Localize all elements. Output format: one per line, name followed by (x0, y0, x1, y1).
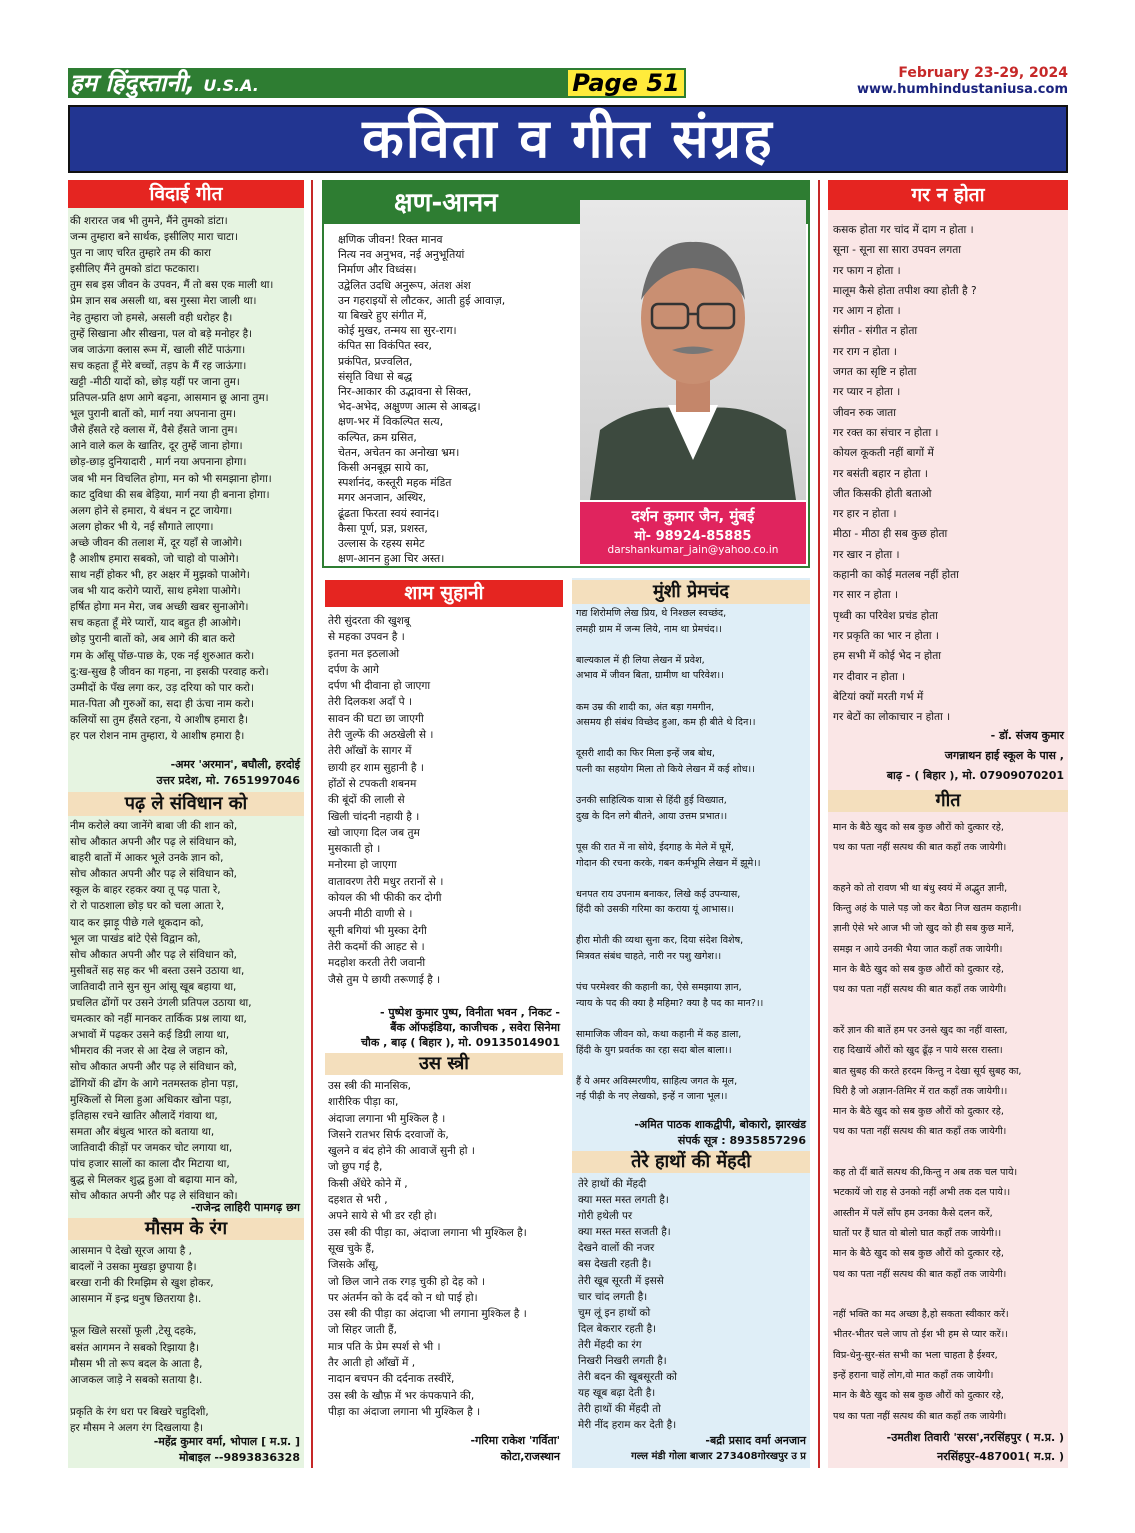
poem-line: कहने को तो रावण भी था बंधु स्वयं में अद्भुत ज्ञानी, (833, 882, 1008, 894)
poem-line: गद्य शिरोमणि लेख प्रिय, थे निश्छल स्वच्छंद, (576, 608, 727, 619)
poem-line: जीवन रुक जाता (833, 406, 896, 419)
poem-line: करें ज्ञान की बातें हम पर उनसे खुद का नहीं वास्ता, (833, 1024, 1008, 1036)
poem-line: गोदान की रचना करके, गबन कर्मभूमि लेखन में झूमे।। (576, 857, 761, 869)
poem-line: मदहोश करती तेरी जवानी (328, 957, 426, 970)
poem-line: जब जाऊंगा क्लास रूम में, खाली सीटें पाऊंगा। (70, 343, 246, 356)
poem-line: भूल पुरानी बातों को, मार्ग नया अपनाना तुम। (70, 408, 237, 421)
poem-author-mausam: -महेंद्र कुमार वर्मा, भोपाल [ म.प्र. ] (153, 1435, 300, 1448)
poem-author-shaam-2: बैंक ऑफइंडिया, काजीचक , सवेरा सिनेमा (390, 1021, 560, 1034)
poem-title-samvidhan: पढ़ ले संविधान को (68, 792, 304, 816)
poem-line: भीतर-भीतर चले जाप तो ईश भी हम से प्यार करें।। (833, 1329, 1008, 1341)
poem-line: उल्लास के रहस्य समेट (338, 537, 425, 551)
poem-line: हर्षित होगा मन मेरा, जब अच्छी खबर सुनाओगे। (70, 601, 249, 614)
poem-line: राह दिखायें औरों को खुद ढूँढ़ न पाये सरस रास्ता। (833, 1045, 1003, 1057)
poem-line: इन्हें हराना चाहें लोग,वो मात कहाँ तक जायेगी। (833, 1370, 994, 1382)
poem-line: कहानी का कोई मतलब नहीं होता (833, 569, 959, 582)
poem-line: कम उम्र की शादी का, अंत बड़ा गमगीन, (576, 701, 715, 713)
column-divider (311, 180, 313, 1468)
poem-line: जातिवादी कीड़ों पर जमकर चोट लगाया था, (70, 1141, 233, 1154)
poem-line: ज्ञानी ऐसे भरे आज भी जो खुद को ही सब कुछ मानें, (833, 923, 1015, 935)
poem-line: फूल खिले सरसों फूली ,टेसू दहके, (70, 1325, 197, 1338)
poem-line: सूनी बगियां भी मुस्का देगी (328, 924, 427, 937)
poem-line: आने वाले कल के खातिर, दूर तुम्हें जाना होगा। (70, 440, 243, 453)
poem-line: उस स्त्री की पीड़ा का अंदाजा भी लगाना मुश्किल है । (328, 1308, 527, 1321)
poem-line: अलग होकर भी ये, नई सौगाते लाएगा। (70, 520, 214, 533)
poem-line: तेरी हाथों की मेंहदी तो (578, 1403, 661, 1416)
poem-author-mehndi: -बद्री प्रसाद वर्मा अनजान (705, 1434, 806, 1447)
poem-line: जब भी मन विचलित होगा, मन को भी समझाना होगा। (70, 472, 272, 485)
poem-line: सूना - सूना सा सारा उपवन लगता (833, 244, 962, 257)
poem-line: कोयल की भी फीकी कर दोगी (328, 892, 442, 905)
publication-name: हम हिंदुस्तानी, U.S.A. (70, 69, 259, 97)
poem-line: की बूंदों की लाली से (328, 794, 405, 807)
poem-line: क्या मस्त मस्त सजती है। (578, 1226, 671, 1239)
poem-line: प्रकंपित, प्रज्वलित, (338, 354, 413, 368)
poem-line: तेरी खूब सूरती में इससे (578, 1274, 664, 1287)
poem-line: आसमान पे देखो सूरज आया है , (70, 1245, 192, 1257)
poem-line: गर बसंती बहार न होता । (833, 467, 928, 480)
poem-line: बाल्यकाल में ही लिया लेखन में प्रवेश, (576, 654, 705, 666)
poem-line: अलग होने से हमारा, ये बंधन न टूट जायेगा। (70, 504, 233, 517)
poem-line: घिरी है जो अज्ञान-तिमिर में रात कहाँ तक जायेगी।। (833, 1085, 1008, 1097)
poem-line: अंदाजा लगाना भी मुश्किल है । (328, 1112, 446, 1125)
website-link[interactable]: www.humhindustaniusa.com (856, 82, 1068, 97)
poem-line: भटकायें जो राह से उनको नहीं अभी तक दल पाये।। (833, 1187, 1011, 1199)
poem-line: होंठों से टपकती शबनम (328, 777, 417, 790)
page-banner-title: कविता व गीत संग्रह (68, 105, 1068, 173)
poem-line: तेरी मेंहदी का रंग (578, 1338, 642, 1351)
poem-line: मुसकाती हो । (328, 843, 381, 856)
poem-line: हिंदी को उसकी गरिमा का कराया यूं आभास।। (576, 904, 735, 916)
poem-line: नित्य नव अनुभव, नई अनुभूतियां (338, 248, 465, 262)
poem-line: बात सुबह की करते हरदम किन्तु न देखा सूर्य सुबह का, (833, 1065, 1022, 1077)
poem-line: जब भी याद करोगे प्यारों, साथ हमेशा पाओगे। (70, 585, 241, 598)
poem-line: नादान बचपन की दर्दनाक तस्वीरें, (328, 1373, 455, 1386)
poem-body-premchand (576, 606, 809, 1105)
poem-line: बेटियां क्यों मरती गर्भ में (833, 690, 924, 703)
poem-line: काट दुविधा की सब बेड़िया, मार्ग नया ही बनाना होगा। (70, 488, 270, 501)
poem-line: तुम्हें सिखाना और सीखना, पल वो बड़े मनोहर है। (70, 327, 253, 340)
poem-line: जगत का सृष्टि न होता (833, 366, 917, 379)
poem-line: पर अंतर्मन को के दर्द को न धो पाई हो। (328, 1291, 478, 1304)
poem-line: कल्पित, क्रम ग्रसित, (338, 430, 417, 444)
poem-line: है आशीष हमारा सबको, जो चाहो वो पाओगे। (70, 552, 239, 565)
poem-line: गर प्यार न होता । (833, 386, 901, 399)
poem-author-premchand: -अमित पाठक शाकद्वीपी, बोकारो, झारखंड (634, 1118, 806, 1131)
poem-title-kshan: क्षण-आनन (324, 182, 808, 224)
poem-body-mehndi (578, 1176, 808, 1434)
poem-line (576, 824, 809, 840)
poem-title-vidai: विदाई गीत (68, 180, 304, 208)
poem-line: मान के बैठे खुद को सब कुछ औरों को दुत्कार रहे, (833, 822, 1004, 833)
poem-line: जिसने रातभर सिर्फ दरवाजों के, (328, 1128, 449, 1141)
poem-line: इसीलिए मैंने तुमको डांटा फटकारा। (70, 263, 200, 276)
poem-line (833, 1143, 1066, 1163)
poem-line: पूस की रात में ना सोये, ईदगाह के मेले में घूमें, (576, 841, 734, 853)
poem-title-mehndi: तेरे हाथों की मेंहदी (572, 1151, 810, 1173)
poem-line: मित्रवत संबंध चाहते, नारी नर पशु खगेश।। (576, 951, 722, 963)
poem-line: पथ का पता नहीं सत्पथ की बात कहाँ तक जायेगी। (833, 984, 1007, 996)
poem-line: स्कूल के बाहर रहकर क्या तू पढ़ पाता रे, (70, 884, 221, 897)
poem-line: प्रतिपल-प्रति क्षण आगे बढ़ना, आसमान छू आना तुम। (70, 392, 269, 405)
poem-line: जातिवादी ताने सुन सुन आंसू खूब बहाया था, (70, 980, 237, 993)
poem-line: रो रो पाठशाला छोड़ घर को चला आता रे, (70, 900, 225, 913)
poem-line: कोई मुखर, तन्मय सा सुर-राग। (338, 324, 457, 338)
poem-line: क्या मस्त मस्त लगती है। (578, 1194, 669, 1207)
poem-line: अभाव में जीवन बिता, ग्रामीण था परिवेश।। (576, 670, 724, 682)
poem-line: उस स्त्री की मानसिक, (328, 1080, 412, 1092)
poem-line: दिल बेकरार रहती है। (578, 1322, 657, 1335)
poem-line: मात-पिता औ गुरुओं का, सदा ही ऊंचा नाम करो। (70, 697, 254, 710)
poet-email[interactable]: darshankumar_jain@yahoo.co.in (607, 544, 779, 556)
poem-line: असमय ही संबंध विच्छेद हुआ, कम ही बीते थे दिन।। (576, 717, 756, 729)
poem-line: तेरे हाथों की मेंहदी (578, 1178, 647, 1190)
poem-line: इतिहास रचने खातिर औलादें गंवाया था, (70, 1109, 218, 1122)
poem-line: गर राग न होता । (833, 345, 897, 358)
poem-line: खो जाएगा दिल जब तुम (328, 826, 420, 839)
poem-line: मेरी नींद हराम कर देती है। (578, 1419, 677, 1432)
poem-body-vidai (70, 213, 303, 744)
poem-line: कैसा पूर्ण, प्रज्ञ, प्रशस्त, (338, 521, 428, 535)
poem-line (576, 871, 809, 887)
poet-portrait-icon (580, 200, 806, 500)
poem-line: गर आग न होता । (833, 305, 901, 318)
poem-line: पथ का पता नहीं सत्पथ की बात कहाँ तक जायेगी। (833, 1410, 1007, 1422)
poem-author-stree: -गरिमा राकेश 'गर्विता' (470, 1434, 560, 1447)
poem-line: उस स्त्री के खौफ़ में भर कंपकपाने की, (328, 1389, 475, 1402)
poem-line: स्पर्शानंद, कस्तूरी महक मंडित (338, 476, 452, 490)
poem-line: प्रचलित ढोंगों पर उसने उंगली प्रतिपल उठाया था, (70, 997, 252, 1010)
poem-line: बादलों ने उसका मुखड़ा छुपाया है। (70, 1261, 197, 1274)
poem-line: गर हार न होता । (833, 508, 897, 521)
poem-line: छोड़-छाड़ दुनियादारी , मार्ग नया अपनाना होगा। (70, 456, 247, 469)
poem-line: अपनी मीठी वाणी से । (328, 908, 413, 921)
poem-line: निर-आकार की उद्भावना से सिक्त, (338, 385, 472, 399)
poem-line (70, 1388, 303, 1404)
poem-author-samvidhan: -राजेन्द्र लाहिरी पामगढ़ छग (190, 1201, 300, 1214)
poem-line: संगीत - संगीत न होता (833, 325, 918, 338)
poem-line: देखने वालों की नजर (578, 1242, 655, 1255)
poem-line: हम सभी में कोई भेद न होता (833, 650, 942, 663)
poem-line: भेद-अभेद, अक्षुण्ण आत्म से आबद्ध। (338, 400, 481, 414)
poem-line: ढूंढता फिरता स्वयं स्वानंद। (338, 506, 440, 520)
poet-name: दर्शन कुमार जैन, मुंबई (631, 507, 755, 525)
poem-line: पथ का पता नहीं सत्पथ की बात कहाँ तक जायेगी। (833, 1126, 1007, 1138)
poem-line: लमही ग्राम में जन्म लिये, नाम था प्रेमचंद।। (576, 623, 722, 635)
column-divider (818, 180, 820, 1468)
poem-line: कह तो दीं बातें सत्पथ की,किन्तु न अब तक चल पाये। (833, 1167, 1018, 1179)
issue-date: February 23-29, 2024 (898, 65, 1068, 81)
poem-line: भीमराव की नजर से आ देख ले जहान को, (70, 1045, 229, 1058)
poem-line: उन गहराइयों से लौटकर, आती हुई आवाज़, (338, 293, 506, 307)
poem-line: बाहरी बातों में आकर भूले उनके ज्ञान को, (70, 852, 224, 865)
poem-line: ढोंगियों की ढोंग के आगे नतमस्तक होना पड़ा, (70, 1077, 239, 1090)
poem-line: उद्वेलित उदधि अनुरूप, अंतश अंश (338, 278, 471, 292)
poem-line: क्षण-भर में विकल्पित सत्य, (338, 415, 444, 429)
poem-line: जो छिल जाने तक रगड़ चुकी हो देह को । (328, 1275, 486, 1288)
poem-title-mausam: मौसम के रंग (68, 1218, 304, 1240)
poem-line: प्रकृति के रंग धरा पर बिखरे चहुदिशी, (70, 1405, 209, 1418)
poem-author-vidai: -अमर 'अरमान', बघौली, हरदोई (170, 758, 300, 771)
poem-author-garna: - डॉ. संजय कुमार (990, 729, 1064, 742)
poem-line: मान के बैठे खुद को सब कुछ औरों को दुत्कार रहे, (833, 1248, 1004, 1260)
poem-line: पत्नी का सहयोग मिला तो किये लेखन में कई शोध।। (576, 763, 755, 775)
poem-author-premchand-2: संपर्क सूत्र : 8935857296 (677, 1134, 806, 1147)
poem-line (576, 731, 809, 747)
poem-line: हर मौसम ने अलग रंग दिखलाया है। (70, 1422, 204, 1435)
poem-line: सावन की घटा छा जाएगी (328, 712, 424, 725)
poem-line: जो सिहर जाती हैं, (328, 1324, 397, 1337)
poem-line: गर रक्त का संचार न होता । (833, 426, 939, 439)
poem-line (576, 778, 809, 794)
poet-caption (580, 502, 806, 564)
poem-line: तैर आती हो आँखों में , (328, 1357, 416, 1370)
poem-line: मुश्किलों से मिला हुआ अधिकार खोना पड़ा, (70, 1093, 232, 1106)
poem-line: आजकल जाड़े ने सबको सताया है।. (70, 1373, 203, 1386)
poem-author-shaam-3: चौक , बाढ़ ( बिहार ), मो. 09135014901 (361, 1036, 560, 1049)
poem-line: गर बेटों का लोकाचार न होता । (833, 711, 951, 724)
publication-region: U.S.A. (203, 76, 259, 95)
poem-line: इतना मत इठलाओ (328, 647, 400, 660)
poem-line: खट्टी -मीठी यादों को, छोड़ यहीं पर जाना तुम। (70, 375, 240, 388)
poem-line: बसंत आगमन ने सबको रिझाया है। (70, 1341, 199, 1354)
poet-photo (580, 200, 806, 500)
poem-line: सूख चुके हैं, (328, 1242, 375, 1255)
poem-line: मनोरमा हो जाएगा (328, 859, 397, 872)
poem-title-premchand: मुंशी प्रेमचंद (572, 580, 810, 604)
poem-line: दहशत से भरी , (328, 1194, 388, 1207)
poem-line: पृथ्वी का परिवेश प्रचंड होता (833, 609, 938, 622)
poem-author-vidai-contact: उत्तर प्रदेश, मो. 7651997046 (156, 774, 300, 787)
poem-line: आस्तीन में पलें साँप हम उनका कैसे दलन करें, (833, 1207, 993, 1219)
poem-body-kshan (338, 232, 578, 566)
poem-line: तेरी आँखों के सागर में (328, 745, 412, 758)
poem-line: गर प्रकृति का भार न होता । (833, 629, 939, 642)
poem-body-garna (833, 220, 1066, 727)
poem-line: सोच औकात अपनी और पढ़ ले संविधान को, (70, 836, 237, 849)
poem-line: तेरी बदन की खूबसूरती को (578, 1371, 677, 1384)
poem-author-garna-3: बाढ़ - ( बिहार ), मो. 07909070201 (886, 769, 1064, 782)
poem-line: याद कर झाड़ू पीछे गले थूकदान को, (70, 916, 204, 929)
poem-line: क्षणिक जीवन! रिक्त मानव (338, 233, 443, 246)
poem-line: मगर अनजान, अस्थिर, (338, 491, 427, 505)
poem-line: चुम लूं इन हाथों को (578, 1306, 651, 1319)
page-number-badge: Page 51 (566, 68, 686, 98)
poem-author-geet-2: नरसिंहपुर-487001( म.प्र. ) (937, 1450, 1064, 1463)
poem-line: की शरारत जब भी तुमने, मैंने तुमको डांटा। (70, 215, 228, 227)
poem-line: दर्पण के आगे (328, 663, 379, 676)
poem-line: मुसीबतें सह सह कर भी बस्ता उसने उठाया था, (70, 964, 245, 977)
poem-line: नहीं भक्ति का मद अच्छा है,हो सकता स्वीकार करें। (833, 1309, 1009, 1321)
poem-title-geet: गीत (828, 790, 1068, 812)
poem-line (833, 1001, 1066, 1021)
poem-line: उम्मीदों के पँख लगा कर, उड़ दरिया को पार करो। (70, 681, 254, 694)
poem-line: सोच औकात अपनी और पढ़ ले संविधान को, (70, 868, 237, 881)
poem-line: गम के आँसू पोंछ-पाछ के, एक नई शुरुआत करो। (70, 649, 255, 662)
poem-line (70, 1307, 303, 1323)
poem-line: गोरी हथेली पर (578, 1210, 633, 1223)
poem-line: मौसम भी तो रूप बदल के आता है, (70, 1357, 203, 1370)
poem-line: मालूम कैसे होता तपीश क्या होती है ? (833, 284, 977, 297)
poem-line: दुख के दिन लगे बीतने, आया उत्तम प्रभात।। (576, 810, 728, 822)
poem-line: चमत्कार को नहीं मानकर तार्किक प्रश्न लाया था, (70, 1013, 247, 1026)
poem-line: चेतन, अचेतन का अनोखा भ्रम। (338, 445, 460, 459)
poem-line: शारीरिक पीड़ा का, (328, 1096, 399, 1109)
poem-line: छोड़ पुरानी बातों को, अब आगे की बात करो (70, 633, 235, 646)
poem-line: जन्म तुम्हारा बने सार्थक, इसीलिए मारा चाटा। (70, 231, 238, 244)
poem-line: समझ न आये उनकी भैया जात कहाँ तक जायेगी। (833, 943, 1003, 955)
poem-line: मात्र पति के प्रेम स्पर्श से भी । (328, 1340, 441, 1353)
poem-line: गर सार न होता । (833, 589, 899, 602)
poem-line: मीठा - मीठा ही सब कुछ होता (833, 528, 948, 541)
poem-line: निर्माण और विध्वंस। (338, 263, 417, 277)
poem-line: किसी अँधेरे कोने में , (328, 1177, 408, 1190)
poem-line (833, 1285, 1066, 1305)
poem-line: न्याय के पद की क्या है महिमा? क्या है पद का मान?।। (576, 997, 764, 1009)
poem-title-stree: उस स्त्री (325, 1053, 563, 1075)
poem-body-shaam (328, 613, 562, 988)
poem-line (576, 918, 809, 934)
poem-line: पंच परमेश्वर की कहानी का, ऐसे समझाया ज्ञान, (576, 982, 742, 994)
poem-line: खुलने व बंद होने की आवाजें सुनी हो । (328, 1145, 475, 1158)
poem-line: मान के बैठे खुद को सब कुछ औरों को दुत्कार रहे, (833, 1106, 1004, 1118)
poem-line: कसक होता गर चांद में दाग न होता । (833, 224, 974, 236)
poem-line: नेह तुम्हारा जो हमसे, असली वही धरोहर है। (70, 311, 233, 324)
poem-line: तेरी कदमों की आहट से । (328, 940, 425, 953)
poem-author-garna-2: जगन्नाथन हाई स्कूल के पास , (944, 749, 1064, 762)
poem-line: गर दीवार न होता । (833, 670, 906, 683)
poem-line: आसमान में इन्द्र धनुष छितराया है।. (70, 1293, 202, 1306)
poem-line: सच कहता हूँ मेरे बच्चों, तड़प के मैं रह जाऊंगा। (70, 359, 247, 372)
poem-line: तुम सब इस जीवन के उपवन, मैं तो बस एक माली था। (70, 279, 274, 292)
poem-line: जो छुप गई है, (328, 1161, 383, 1174)
poem-body-stree (328, 1078, 562, 1420)
poem-line: दूसरी शादी का फिर मिला इन्हें जब बोध, (576, 748, 715, 760)
poem-line: अच्छे जीवन की तलाश में, दूर यहाँ से जाओगे। (70, 536, 243, 549)
poem-author-stree-2: कोटा,राजस्थान (500, 1450, 560, 1463)
poem-line (576, 684, 809, 700)
poem-line: चार चांद लगती है। (578, 1290, 648, 1303)
poem-line (576, 1058, 809, 1074)
poem-line: साथ नहीं होकर भी, हर अक्षर में मुझको पाओगे। (70, 569, 250, 582)
poet-phone: मो- 98924-85885 (634, 529, 752, 544)
poem-line: या बिखरे हुए संगीत में, (338, 309, 427, 323)
poem-line (833, 859, 1066, 879)
poem-line: मान के बैठे खुद को सब कुछ औरों को दुत्कार रहे, (833, 1390, 1004, 1402)
poem-line (576, 637, 809, 653)
poem-line: किन्तु अहं के पाले पड़ जो कर बैठा निज खतम कहानी। (833, 903, 1022, 915)
poem-line: धनपत राय उपनाम बनाकर, लिखे कई उपन्यास, (576, 888, 741, 900)
poem-line: पीड़ा का अंदाजा लगाना भी मुश्किल है । (328, 1405, 481, 1418)
poem-author-mehndi-2: गल्ल मंडी गोला बाजार 273408गोरखपुर उ प्र (631, 1451, 806, 1462)
poem-line: प्रेम ज्ञान सब असली था, बस गुस्सा मेरा जाली था। (70, 295, 257, 308)
poem-line: उनकी साहित्यिक यात्रा से हिंदी हुई विख्यात, (576, 795, 727, 807)
poem-line: जिसके आँसू, (328, 1259, 379, 1272)
poem-line: हीरा मोती की व्यथा सुना कर, दिया संदेश विशेष, (576, 935, 744, 947)
poem-line: तेरी दिलकश अदाँ पे । (328, 696, 412, 709)
poem-line: पथ का पता नहीं सत्पथ की बात कहाँ तक जायेगी। (833, 1268, 1007, 1280)
poem-line (576, 965, 809, 981)
poem-line: उस स्त्री की पीड़ा का, अंदाजा लगाना भी मुश्किल है। (328, 1226, 527, 1239)
poem-line: विप्र-धेनु-सुर-संत सभी का भला चाहता है ईश्वर, (833, 1349, 998, 1361)
poem-line: मान के बैठे खुद को सब कुछ औरों को दुत्कार रहे, (833, 964, 1004, 976)
poem-line: सामाजिक जीवन को, कथा कहानी में कह डाला, (576, 1029, 742, 1041)
poem-line: हर पल रोशन नाम तुम्हारा, ये आशीष हमारा है। (70, 730, 245, 742)
poem-line: पांच हजार सालों का काला दौर मिटाया था, (70, 1157, 230, 1170)
poem-line: यह खूब बढ़ा देती है। (578, 1387, 656, 1400)
poem-line: हिंदी के युग प्रवर्तक का रहा सदा बोल बाला।। (576, 1044, 732, 1056)
poem-line: संसृति विधा से बद्ध (338, 369, 413, 383)
poem-line: अभावों में पढ़कर उसने कई डिग्री लाया था, (70, 1029, 230, 1042)
poem-line: बस देखती रहती है। (578, 1258, 652, 1271)
poem-line: नीम करोले क्या जानेंगे बाबा जी की शान को, (70, 820, 238, 832)
poem-line: अपने साये से भी डर रही हो। (328, 1210, 437, 1223)
poem-line: पथ का पता नहीं सत्पथ की बात कहाँ तक जायेगी। (833, 842, 1007, 854)
poem-line: कलियों सा तुम हँसते रहना, ये आशीष हमारा है। (70, 713, 248, 726)
poem-line: बुद्ध से मिलकर शुद्ध हुआ वो बढ़ाया मान को, (70, 1174, 238, 1187)
poem-line: नई पीढ़ी के नए लेखको, इन्हें न जाना भूल।। (576, 1091, 728, 1103)
poem-line: समता और बंधुत्व भारत को बताया था, (70, 1125, 215, 1138)
poem-line: जैसे तुम पे छायी तरूणाई है । (328, 973, 441, 986)
poem-author-mausam-contact: मोबाइल --9893836328 (179, 1451, 300, 1464)
poem-line: क्षण-आनन हुआ चिर अस्त। (338, 552, 445, 566)
poem-body-mausam (70, 1243, 303, 1436)
poem-line: कोयल कूकती नहीं बागों में (833, 447, 934, 460)
poem-line: कंपित सा विकंपित स्वर, (338, 339, 432, 353)
poem-line: सोच औकात अपनी और पढ़ ले संविधान को। (70, 1190, 238, 1203)
poem-body-geet (833, 818, 1066, 1427)
poem-body-samvidhan (70, 818, 303, 1204)
poem-title-shaam: शाम सुहानी (325, 580, 563, 607)
poem-line: से महका उपवन है । (328, 631, 405, 644)
poem-title-garna: गर न होता (828, 180, 1068, 210)
poem-line: सोच औकात अपनी और पढ़ ले संविधान को, (70, 948, 237, 961)
poem-line: गर फाग न होता । (833, 264, 901, 277)
poem-line: किसी अनबूझ साये का, (338, 461, 429, 475)
poem-author-geet: -उमतीश तिवारी 'सरस',नरसिंहपुर ( म.प्र. ) (886, 1431, 1064, 1444)
poem-line: तेरी जुल्फें की अठखेली से । (328, 729, 434, 742)
poem-line: दु:ख-सुख है जीवन का गहना, ना इसकी परवाह करो। (70, 665, 269, 678)
poem-line: बरखा रानी की रिमझिम से खुश होकर, (70, 1277, 214, 1290)
poem-line: जैसे हँसते रहे क्लास में, वैसे हँसते जाना तुम। (70, 424, 238, 437)
poem-line: घातों पर हैं घात वो बोलो घात कहाँ तक जायेगी।। (833, 1227, 1002, 1239)
poem-line: वातावरण तेरी मधुर तरानों से । (328, 875, 444, 888)
poem-line: हैं ये अमर अविस्मरणीय, साहित्य जगत के मूल, (576, 1075, 738, 1087)
poem-line: खिली चांदनी नहायी है । (328, 810, 420, 823)
poem-line: पुत ना जाए चरित तुम्हारे तम की कारा (70, 247, 211, 260)
poem-line: भूल जा पाखंड बांटे ऐसे विद्वान को, (70, 932, 201, 945)
poem-line: तेरी सुंदरता की खुशबू (328, 615, 410, 627)
poem-line: गर खार न होता । (833, 548, 900, 561)
poem-line: सोच औकात अपनी और पढ़ ले संविधान को, (70, 1061, 237, 1074)
poem-line: सच कहता हूँ मेरे प्यारों, याद बहुत ही आओगे। (70, 617, 242, 630)
poem-line: छायी हर शाम सुहानी है । (328, 761, 424, 774)
poem-author-shaam: - पुष्पेश कुमार पुष्प, विनीता भवन , निकट - (380, 1006, 560, 1019)
poem-line: जीत किसकी होती बताओ (833, 487, 932, 500)
poem-line: निखरी निखरी लगती है। (578, 1355, 667, 1368)
poem-line (576, 1011, 809, 1027)
poem-line: दर्पण भी दीवाना हो जाएगा (328, 680, 431, 693)
